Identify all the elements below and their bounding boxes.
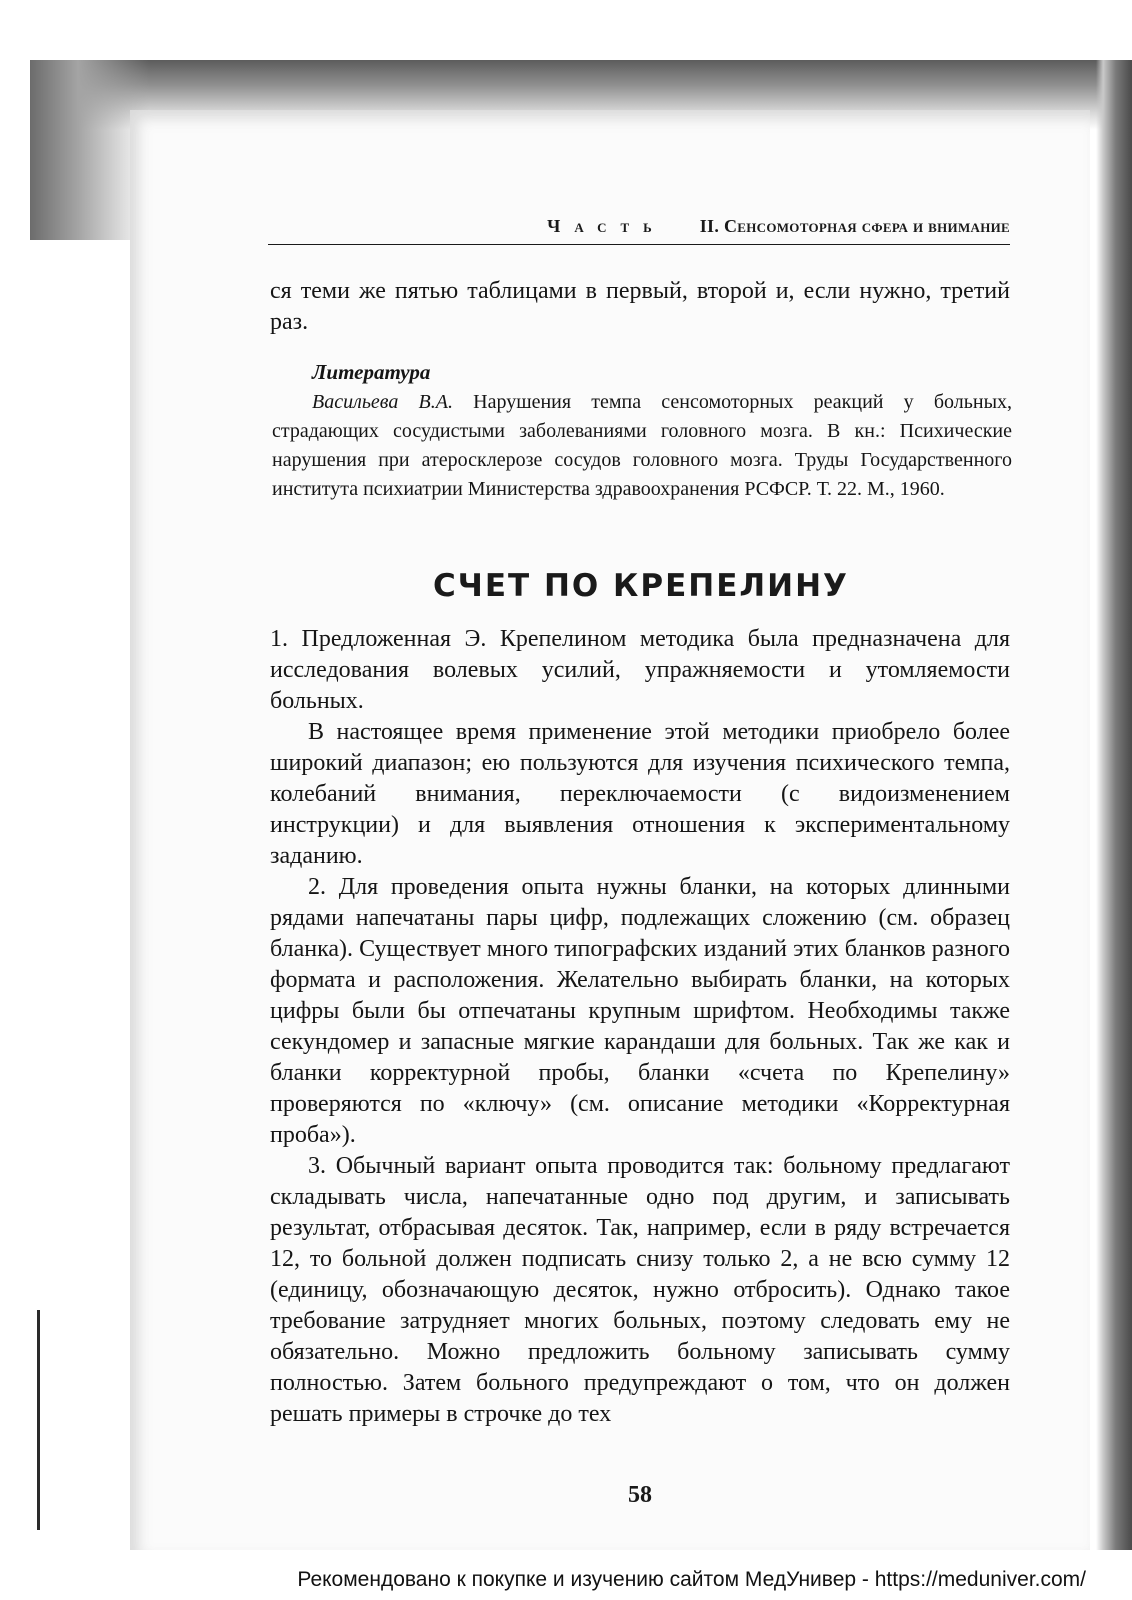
continuation-paragraph-block [270,276,1010,338]
running-header [268,216,1010,245]
literature-block [272,358,1012,504]
section-title: СЧЕТ ПО КРЕПЕЛИНУ [433,568,849,604]
literature-text: Нарушения темпа сенсомоторных реакций у больных, страдающих сосудистыми заболеваниями головного мозга. В кн.: Психические нарушения при атеросклерозе сосудов головного мозга. Труды Государственного института психиатрии Министерства здравоохранения РСФСР. Т. 22. М., 1960. [272,391,1013,500]
paragraph-1: 1. Предложенная Э. Крепелином методика была предназначена для исследования волевых усилий, упражняемости и утомляемости больных. [270,626,1010,714]
paragraph-2: В настоящее время применение этой методики приобрело более широкий диапазон; ею пользуются для изучения психического темпа, колебаний внимания, переключаемости (с видоизменением инструкции) и для выявления отношения к экспериментальному заданию. [270,719,1010,869]
main-text-block [270,624,1010,1430]
continuation-paragraph: ся теми же пятью таблицами в первый, второй и, если нужно, третий раз. [270,278,1010,335]
page-number: 58 [628,1482,652,1508]
literature-author: Васильева В.А. [312,391,453,413]
header-part-label: Часть [547,216,666,236]
paragraph-3: 2. Для проведения опыта нужны бланки, на которых длинными рядами напечатаны пары цифр, подлежащих сложению (см. образец бланка). Существует много типографских изданий этих бланков разного формата и расположения. Желательно выбирать бланки, на которых цифры были бы отпечатаны крупным шрифтом. Необходимы также секундомер и запасные мягкие карандаши для больных. Так же как и бланки корректурной пробы, бланки «счета по Крепелину» проверяются по «ключу» (см. описание методики «Корректурная проба»). [270,874,1010,1148]
header-chapter-title: II. Сенсомоторная сфера и внимание [699,216,1010,236]
literature-entry [272,388,1012,504]
paragraph-4: 3. Обычный вариант опыта проводится так: больному предлагают складывать числа, напечатанные одно под другим, и записывать результат, отбрасывая десяток. Так, например, если в ряду встречается 12, то больной должен подписать снизу только 2, а не всю сумму 12 (единицу, обозначающую десяток, нужно отбросить). Однако такое требование затрудняет многих больных, поэтому следовать ему не обязательно. Можно предложить больному записывать сумму полностью. Затем больного предупреждают о том, что он должен решать примеры в строчке до тех [270,1153,1010,1427]
literature-heading: Литература [312,360,431,384]
footer-watermark-text: Рекомендовано к покупке и изучению сайтом МедУнивер - https://meduniver.com/ [297,1568,1086,1591]
scan-shadow-right [1096,60,1132,1550]
